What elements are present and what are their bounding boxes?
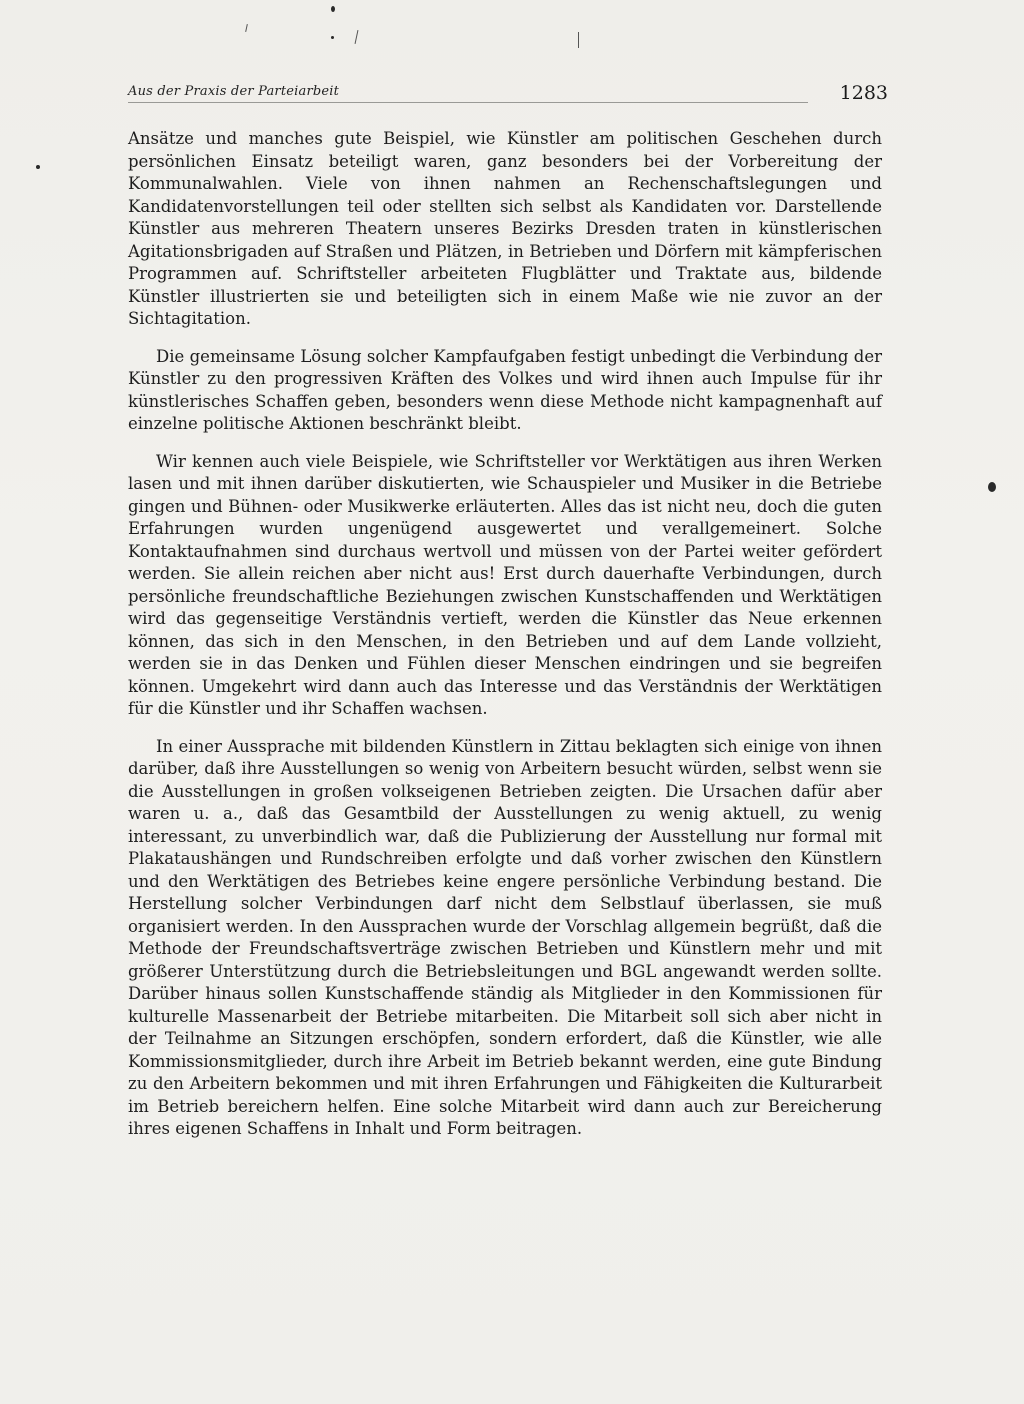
- scan-speck: [36, 165, 40, 169]
- scan-speck: [331, 36, 334, 39]
- paragraph-3: Wir kennen auch viele Beispiele, wie Schriftsteller vor Werktätigen aus ihren Werken lasen und mit ihnen darüber diskutierten, wie Schauspieler und Musiker in die Betriebe gingen und Bühnen- oder Musikwerke erläuterten. Alles das ist nicht neu, doch die guten Erfahrungen wurden ungenügend ausgewertet und verallgemeinert. Solche Kontaktaufnahmen sind durchaus wertvoll und müssen von der Partei weiter gefördert werden. Sie allein reichen aber nicht aus! Erst durch dauerhafte Verbindungen, durch persönliche freundschaftliche Beziehungen zwischen Kunstschaffenden und Werktätigen wird das gegenseitige Verständnis vertieft, werden die Künstler das Neue erkennen können, das sich in den Menschen, in den Betrieben und auf dem Lande vollzieht, werden sie in das Denken und Fühlen dieser Menschen eindringen und sie begreifen können. Umgekehrt wird dann auch das Interesse und das Verständnis der Werktätigen für die Künstler und ihr Schaffen wachsen.: [128, 451, 882, 718]
- scan-speck: [331, 6, 335, 12]
- paragraph-1: Ansätze und manches gute Beispiel, wie Künstler am politischen Geschehen durch persönlichen Einsatz beteiligt waren, ganz besonders bei der Vorbereitung der Kommunalwahlen. Viele von ihnen nahmen an Rechenschaftslegungen und Kandidatenvorstellungen teil oder stellten sich selbst als Kandidaten vor. Darstellende Künstler aus mehreren Theatern unseres Bezirks Dresden traten in künstlerischen Agitationsbrigaden auf Straßen und Plätzen, in Betrieben und Dörfern mit kämpferischen Programmen auf. Schriftsteller arbeiteten Flugblätter und Traktate aus, bildende Künstler illustrierten sie und beteiligten sich in einem Maße wie nie zuvor an der Sichtagitation.: [128, 129, 882, 328]
- scan-mark: [578, 32, 579, 48]
- running-title: Aus der Praxis der Parteiarbeit: [128, 84, 340, 99]
- paragraph-2: Die gemeinsame Lösung solcher Kampfaufgaben festigt unbedingt die Verbindung der Künstler zu den progressiven Kräften des Volkes und wird ihnen auch Impulse für ihr künstlerisches Schaffen geben, besonders wenn diese Methode nicht kampagnenhaft auf einzelne politische Aktionen beschränkt bleibt.: [128, 346, 882, 433]
- scan-speck: [988, 482, 996, 492]
- scan-mark: [355, 30, 359, 44]
- header-rule: [128, 102, 808, 103]
- paragraph-4: In einer Aussprache mit bildenden Künstlern in Zittau beklagten sich einige von ihnen darüber, daß ihre Ausstellungen so wenig von Arbeitern besucht würden, selbst wenn sie die Ausstellungen in großen volkseigenen Betrieben zeigten. Die Ursachen dafür aber waren u. a., daß das Gesamtbild der Ausstellungen zu wenig aktuell, zu wenig interessant, zu unverbindlich war, daß die Publizierung der Ausstellung nur formal mit Plakataushängen und Rundschreiben erfolgte und daß vorher zwischen den Künstlern und den Werktätigen des Betriebes keine engere persönliche Verbindung bestand. Die Herstellung solcher Verbindungen darf nicht dem Selbstlauf überlassen, sie muß organisiert werden. In den Aussprachen wurde der Vorschlag allgemein begrüßt, daß die Methode der Freundschaftsverträge zwischen Betrieben und Künstlern mehr und mit größerer Unterstützung durch die Betriebsleitungen und BGL angewandt werden sollte. Darüber hinaus sollen Kunstschaffende ständig als Mitglieder in den Kommissionen für kulturelle Massenarbeit der Betriebe mitarbeiten. Die Mitarbeit soll sich aber nicht in der Teilnahme an Sitzungen erschöpfen, sondern erfordert, daß die Künstler, wie alle Kommissionsmitglieder, durch ihre Arbeit im Betrieb bekannt werden, eine gute Bindung zu den Arbeitern bekommen und mit ihren Erfahrungen und Fähigkeiten die Kulturarbeit im Betrieb bereichern helfen. Eine solche Mitarbeit wird dann auch zur Bereicherung ihres eigenen Schaffens in Inhalt und Form beitragen.: [128, 736, 882, 1138]
- body-text: [128, 128, 882, 1141]
- page-header: [128, 70, 888, 110]
- scan-mark: [245, 24, 248, 32]
- page-number: 1283: [839, 82, 888, 104]
